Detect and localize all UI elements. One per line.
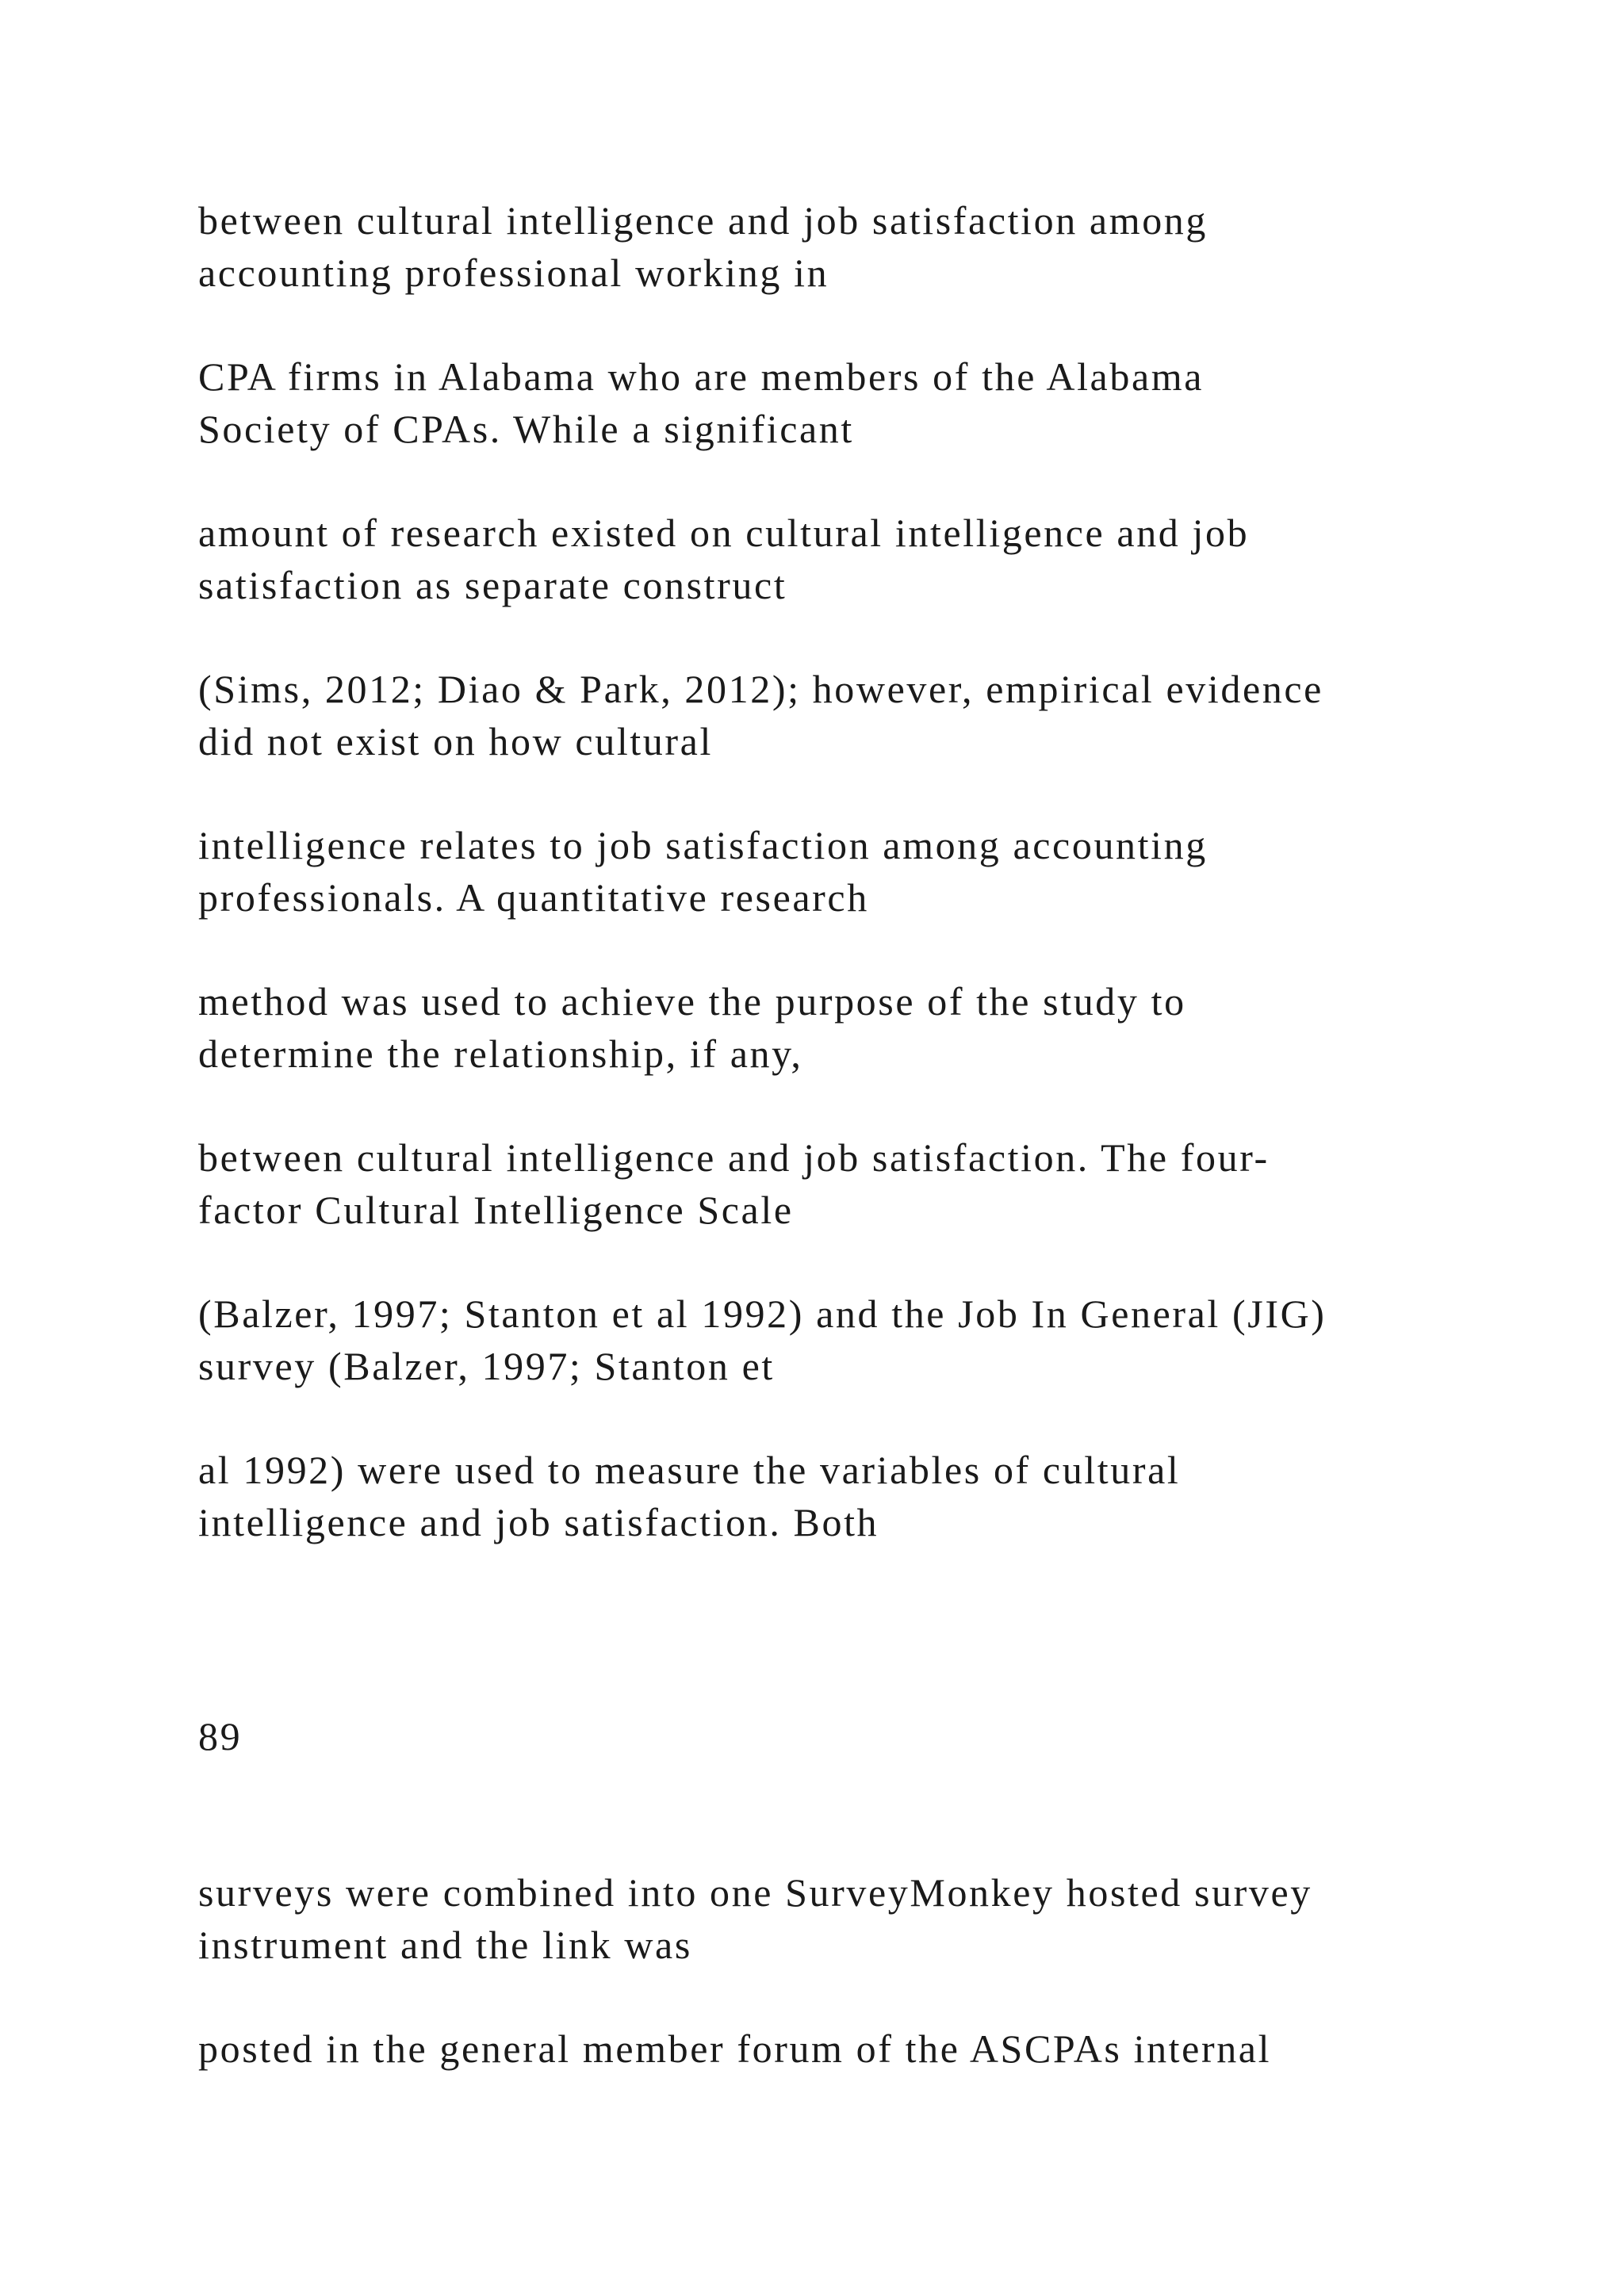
paragraph	[198, 194, 1546, 299]
text-line: determine the relationship, if any,	[198, 1031, 803, 1076]
text-line: did not exist on how cultural	[198, 719, 713, 763]
text-line: (Balzer, 1997; Stanton et al 1992) and the Job In General (JIG)	[198, 1292, 1327, 1336]
paragraph	[198, 663, 1546, 767]
text-line: surveys were combined into one SurveyMonkey hosted survey	[198, 1870, 1312, 1915]
text-line: al 1992) were used to measure the variables of cultural	[198, 1448, 1181, 1492]
paragraph	[198, 1444, 1546, 1548]
text-line: satisfaction as separate construct	[198, 563, 787, 607]
page-number: 89	[198, 1714, 243, 1758]
paragraph	[198, 1288, 1546, 1392]
text-line: method was used to achieve the purpose of the study to	[198, 979, 1186, 1024]
text-line: intelligence and job satisfaction. Both	[198, 1500, 879, 1544]
text-line: Society of CPAs. While a significant	[198, 407, 854, 451]
text-line: between cultural intelligence and job satisfaction. The four-	[198, 1135, 1270, 1180]
text-line: survey (Balzer, 1997; Stanton et	[198, 1344, 775, 1388]
paragraph	[198, 1866, 1546, 1971]
text-line: CPA firms in Alabama who are members of the Alabama	[198, 354, 1205, 399]
paragraph	[198, 2022, 1546, 2075]
paragraph	[198, 975, 1546, 1080]
paragraph	[198, 819, 1546, 924]
text-line: professionals. A quantitative research	[198, 875, 869, 920]
text-line: (Sims, 2012; Diao & Park, 2012); however, empirical evidence	[198, 667, 1323, 711]
paragraph	[198, 350, 1546, 455]
text-line: instrument and the link was	[198, 1923, 692, 1967]
text-line: posted in the general member forum of the ASCPAs internal	[198, 2026, 1272, 2071]
paragraph	[198, 1131, 1546, 1236]
paragraph	[198, 507, 1546, 611]
text-line: amount of research existed on cultural intelligence and job	[198, 511, 1250, 555]
text-line: intelligence relates to job satisfaction among accounting	[198, 823, 1208, 867]
text-line: between cultural intelligence and job satisfaction among	[198, 198, 1208, 243]
text-line: accounting professional working in	[198, 251, 829, 295]
text-line: factor Cultural Intelligence Scale	[198, 1188, 794, 1232]
